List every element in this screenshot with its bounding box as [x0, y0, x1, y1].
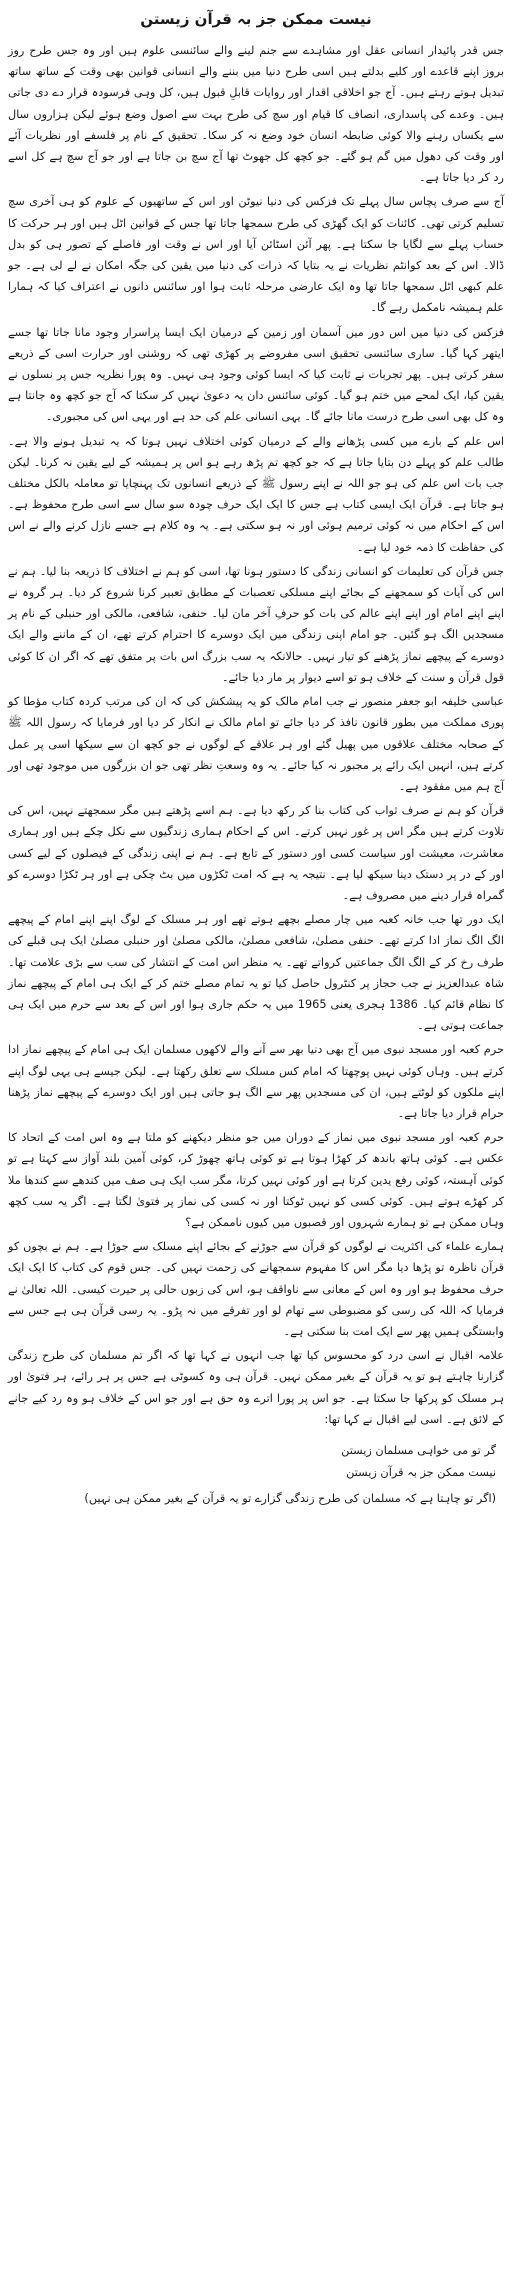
closing-note: (اگر تو چاہتا ہے کہ مسلمان کی طرح زندگی گزارے تو یہ قرآن کے بغیر ممکن ہی نہیں) — [84, 1492, 496, 1505]
paragraph: جس قدر پائیدار انسانی عقل اور مشاہدے سے جنم لینے والے سائنسی علوم ہیں اور وہ جس طرح روز بروز اپنے قاعدے اور کلیے بدلتے ہیں اسی طرح دنیا میں بننے والے انسانی قوانین بھی وقت کے ساتھ ساتھ تبدیل ہوتے رہتے ہیں۔ آج جو اخلاقی اقدار اور روایات قابلِ قبول ہیں، کل وہی فرسودہ قرار دے دی جاتی ہیں۔ وعدے کی پاسداری، انصاف کا قیام اور سچ کی طرح بہت سے اصول وضع ہوئے لیکن ہزاروں سال سے یکساں رہنے والا کوئی ضابطہ انسان خود وضع نہ کر سکا۔ تحقیق کے نام پر فلسفے اور نظریات آئے اور وقت کی دھول میں گم ہو گئے۔ جو کچھ کل جھوٹ تھا آج سچ بن جاتا ہے اور جو آج سچ ہے کل اسے رد کر دیا جاتا ہے۔ — [8, 44, 504, 185]
paragraph: اس علم کے بارے میں کسی پڑھانے والے کے درمیان کوئی اختلاف نہیں ہوتا کہ یہ تبدیل ہونے والا ہے۔ طالب علم کو پہلے دن بتایا جاتا ہے کہ جو کچھ تم پڑھ رہے ہو اس پر ہمیشہ کے لیے یقین نہ کرنا۔ لیکن جب بات اس علم کی ہو جو اللہ نے اپنے رسول ﷺ کے ذریعے انسانوں تک پہنچایا تو معاملہ بالکل مختلف ہو جاتا ہے۔ قرآن ایک ایسی کتاب ہے جس کا ایک ایک حرف چودہ سو سال سے اسی طرح محفوظ ہے۔ اس کے احکام میں نہ کوئی ترمیم ہوئی اور نہ ہو سکتی ہے۔ یہ وہ کلام ہے جسے نازل کرنے والے نے اس کی حفاظت کا ذمہ خود لیا ہے۔ — [8, 434, 504, 554]
paragraph: جس قرآن کی تعلیمات کو انسانی زندگی کا دستور ہونا تھا، اسی کو ہم نے اختلاف کا ذریعہ بنا لیا۔ ہم نے اس کی آیات کو سمجھنے کے بجائے اپنے مسلکی تعصبات کے مطابق تعبیر کرنا شروع کر دیا۔ ہر گروہ نے اپنے اپنے امام اور اپنے اپنے عالم کی بات کو حرفِ آخر مان لیا۔ حنفی، شافعی، مالکی اور حنبلی کے نام پر مسجدیں الگ ہو گئیں۔ جو امام اپنی زندگی میں ایک دوسرے کا احترام کرتے تھے، ان کے ماننے والے ایک دوسرے کے پیچھے نماز پڑھنے کو تیار نہیں۔ حالانکہ یہ سب بزرگ اس بات پر متفق تھے کہ اگر ان کا کوئی قول قرآن و سنت کے خلاف ہو تو اسے دیوار پر مار دیا جائے۔ — [8, 564, 504, 684]
paragraph: ایک دور تھا جب خانہ کعبہ میں چار مصلے بچھے ہوتے تھے اور ہر مسلک کے لوگ اپنے اپنے امام کے پیچھے الگ الگ نماز ادا کرتے تھے۔ حنفی مصلیٰ، شافعی مصلیٰ، مالکی مصلیٰ اور حنبلی مصلیٰ ایک ہی قبلے کی طرف رخ کر کے الگ الگ جماعتیں کرواتے تھے۔ یہ منظر اس امت کے انتشار کی سب سے بڑی علامت تھا۔ شاہ عبدالعزیز نے جب حجاز پر کنٹرول حاصل کیا تو یہ تمام مصلے ختم کر کے ایک ہی امام کے پیچھے نماز کا نظام قائم کیا۔ 1386 ہجری یعنی 1965 میں یہ حکم جاری ہوا اور اس کے بعد سے حرم میں ایک ہی جماعت ہوتی ہے۔ — [8, 913, 505, 1033]
verse-line: نیست ممکن جز بہ قرآن زیستن — [346, 1466, 496, 1479]
paragraph: قرآن کو ہم نے صرف ثواب کی کتاب بنا کر رکھ دیا ہے۔ ہم اسے پڑھتے ہیں مگر سمجھتے نہیں، اس کی تلاوت کرتے ہیں مگر اس پر غور نہیں کرتے۔ اس کے احکام ہماری زندگیوں سے نکل چکے ہیں اور ہماری معاشرت، معیشت اور سیاست کسی اور دستور کے تابع ہے۔ ہم نے اپنی زندگی کے فیصلوں کے لیے کسی اور کے در پر دستک دینا سیکھ لیا ہے۔ نتیجہ یہ ہے کہ امت ٹکڑوں میں بٹ چکی ہے اور ہر ٹکڑا دوسرے کو گمراہ قرار دینے میں مصروف ہے۔ — [8, 804, 504, 902]
verse-line: گر تو می خواہی مسلمان زیستن — [341, 1444, 496, 1457]
paragraph: حرم کعبہ اور مسجد نبوی میں نماز کے دوران میں جو منظر دیکھنے کو ملتا ہے وہ اس امت کے اتحاد کا عکس ہے۔ کوئی ہاتھ باندھ کر کھڑا ہوتا ہے تو کوئی ہاتھ چھوڑ کر، کوئی آمین بلند آواز سے کہتا ہے تو کوئی آہستہ، کوئی رفع یدین کرتا ہے اور کوئی نہیں کرتا، مگر سب ایک ہی صف میں کندھے سے کندھا ملا کر کھڑے ہوتے ہیں۔ کوئی کسی کو نہیں ٹوکتا اور نہ کسی کی نماز پر فتویٰ لگتا ہے۔ اگر یہ سب کچھ وہاں ممکن ہے تو ہمارے شہروں اور قصبوں میں کیوں ناممکن ہے؟ — [8, 1131, 504, 1229]
paragraph: ہمارے علماء کی اکثریت نے لوگوں کو قرآن سے جوڑنے کے بجائے اپنے مسلک سے جوڑا ہے۔ ہم نے بچوں کو قرآن ناظرہ تو پڑھا دیا مگر اس کا مفہوم سمجھانے کی زحمت نہیں کی۔ جس قوم کی کتاب کا ایک ایک حرف محفوظ ہو اور وہ اس کے معانی سے ناواقف ہو، اس کی زبوں حالی پر حیرت کیسی۔ اللہ تعالیٰ نے فرمایا کہ اللہ کی رسی کو مضبوطی سے تھام لو اور تفرقے میں نہ پڑو۔ یہ رسی قرآن ہی ہے جس سے وابستگی ہمیں پھر سے ایک امت بنا سکتی ہے۔ — [8, 1240, 504, 1338]
paragraph: عباسی خلیفہ ابو جعفر منصور نے جب امام مالک کو یہ پیشکش کی کہ ان کی مرتب کردہ کتاب مؤطا کو پوری مملکت میں بطور قانون نافذ کر دیا جائے تو امام مالک نے انکار کر دیا اور فرمایا کہ رسول اللہ ﷺ کے صحابہ مختلف علاقوں میں پھیل گئے اور ہر علاقے کے لوگوں نے جو کچھ ان سے سیکھا اسی پر عمل کرتے ہیں، انہیں ایک رائے پر مجبور نہ کیا جائے۔ یہ وہ وسعتِ نظر تھی جو ان بزرگوں میں موجود تھی اور آج ہم میں مفقود ہے۔ — [8, 695, 504, 793]
article-title: نیست ممکن جز بہ قرآن زیستن — [140, 10, 372, 28]
verse-translation — [8, 1488, 496, 1510]
article-column — [8, 0, 504, 1510]
paragraph: حرم کعبہ اور مسجد نبوی میں آج بھی دنیا بھر سے آنے والے لاکھوں مسلمان ایک ہی امام کے پیچھے نماز ادا کرتے ہیں۔ وہاں کوئی نہیں پوچھتا کہ امام کس مسلک سے تعلق رکھتا ہے۔ لیکن جیسے ہی یہی لوگ اپنے اپنے ملکوں کو لوٹتے ہیں، ان کی مسجدیں پھر سے الگ ہو جاتی ہیں اور ایک دوسرے کے پیچھے نماز پڑھنا حرام قرار دیا جاتا ہے۔ — [8, 1043, 504, 1120]
paragraph: علامہ اقبال نے اسی درد کو محسوس کیا تھا جب انہوں نے کہا تھا کہ اگر تم مسلمان کی طرح زندگی گزارنا چاہتے ہو تو یہ قرآن کے بغیر ممکن نہیں۔ قرآن ہی وہ کسوٹی ہے جس پر ہر رائے، ہر فتویٰ اور ہر مسلک کو پرکھا جا سکتا ہے۔ جو اس پر پورا اترے وہ حق ہے اور جو اس کے خلاف ہو وہ رد کیے جانے کے لائق ہے۔ اسی لیے اقبال نے کہا تھا: — [8, 1349, 504, 1426]
persian-verse — [8, 1440, 496, 1484]
paragraph: فزکس کی دنیا میں اس دور میں آسمان اور زمین کے درمیان ایک ایسا پراسرار وجود مانا جاتا تھا جسے ایتھر کہا گیا۔ ساری سائنسی تحقیق اسی مفروضے پر کھڑی تھی کہ روشنی اور حرارت اسی کے ذریعے سفر کرتی ہیں۔ پھر تجربات نے ثابت کیا کہ ایسا کوئی وجود ہی نہیں۔ وہ پورا نظریہ جس پر نسلوں نے یقین کیا، ایک لمحے میں ختم ہو گیا۔ کوئی سائنس دان یہ دعویٰ نہیں کر سکتا کہ آج جو کچھ وہ جانتا ہے وہ کل بھی اسی طرح درست مانا جائے گا۔ یہی انسانی علم کی حد ہے اور یہی اس کی مجبوری۔ — [8, 325, 504, 424]
paragraph: آج سے صرف پچاس سال پہلے تک فزکس کی دنیا نیوٹن اور اس کے ساتھیوں کے علوم کو ہی آخری سچ تسلیم کرتی تھی۔ کائنات کو ایک گھڑی کی طرح سمجھا جاتا تھا جس کے قوانین اٹل ہیں اور ہر حرکت کا حساب پہلے سے لگایا جا سکتا ہے۔ پھر آئن اسٹائن آیا اور اس نے وقت اور فاصلے کے تصور ہی کو بدل ڈالا۔ اس کے بعد کوانٹم نظریات نے یہ بتایا کہ ذرات کی دنیا میں یقین کی جگہ امکان نے لے لی ہے۔ جو علم کبھی اٹل سمجھا جاتا تھا وہ ایک عارضی مرحلہ ثابت ہوا اور سائنس دانوں نے اعتراف کیا کہ ہمارا علم ہمیشہ نامکمل رہے گا۔ — [8, 195, 504, 315]
